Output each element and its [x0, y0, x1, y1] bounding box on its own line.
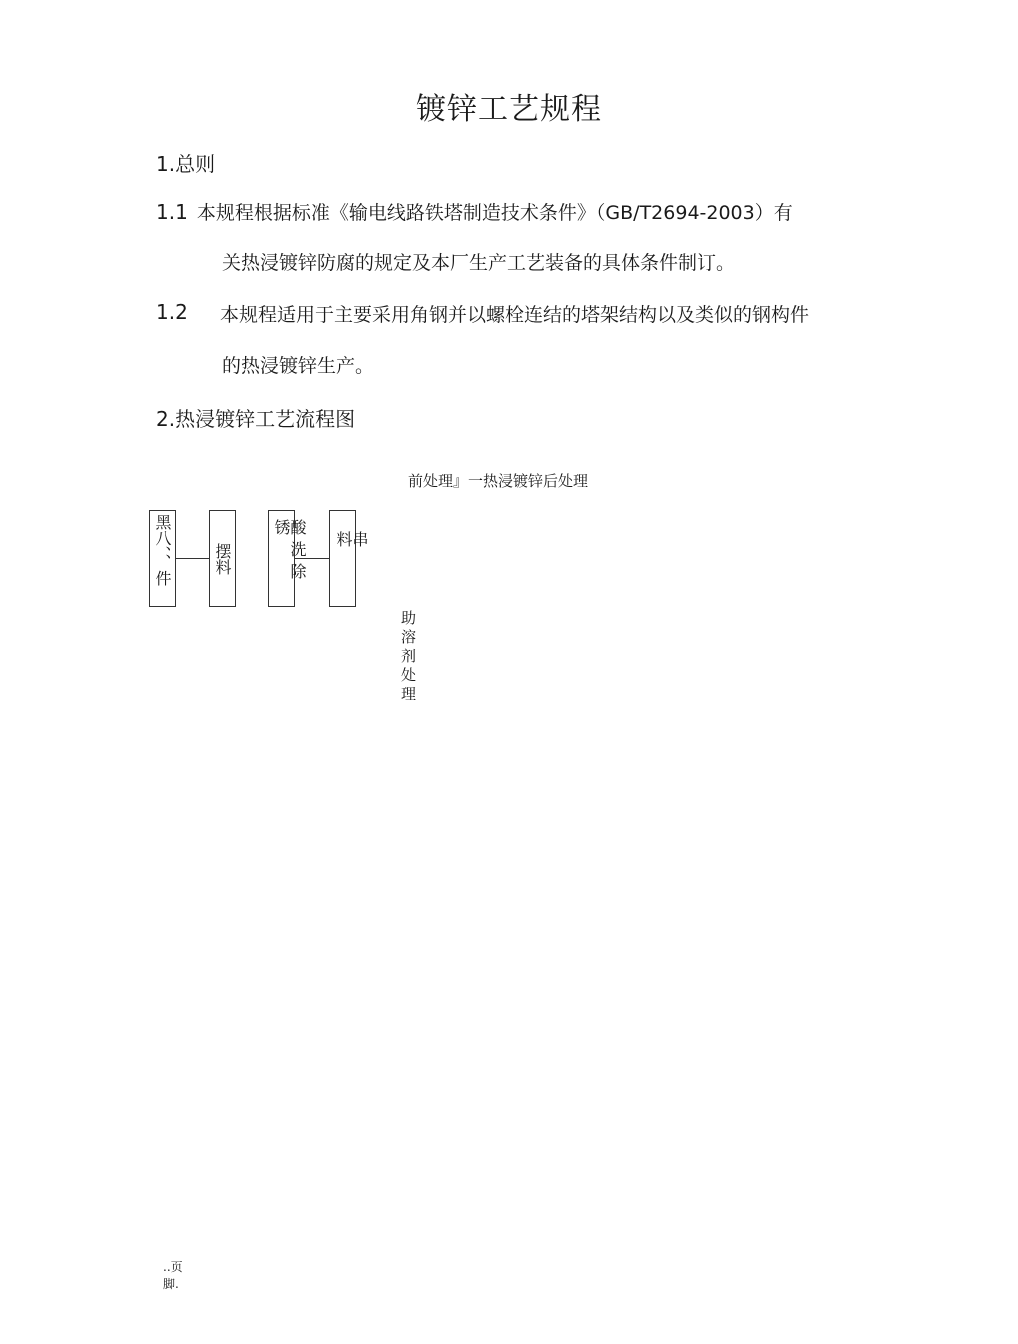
clause-text-line1: 本规程根据标准《输电线路铁塔制造技术条件》（GB/T2694-2003）有	[196, 202, 793, 224]
flux-treatment-label: 助溶剂处理	[399, 610, 417, 705]
flow-box-label: 串料	[334, 531, 369, 573]
clause-number: 1.1	[156, 200, 188, 224]
flow-box-black-parts	[149, 510, 176, 607]
flow-box-pickling	[268, 510, 307, 607]
page-footer	[163, 1259, 183, 1293]
footer-line2: 脚.	[163, 1276, 179, 1291]
section-heading-flowchart: 2.热浸镀锌工艺流程图	[156, 407, 356, 431]
clause-1-1	[156, 198, 793, 225]
flow-box-label: 摆料	[213, 543, 232, 575]
clause-1-2-line2: 的热浸镀锌生产。	[222, 355, 375, 377]
flow-connector	[176, 558, 209, 559]
clause-1-1-line2: 关热浸镀锌防腐的规定及本厂生产工艺装备的具体条件制订。	[222, 252, 736, 274]
flow-connector	[295, 558, 329, 559]
footer-line1: ..页	[163, 1260, 183, 1274]
flow-box-string	[329, 510, 369, 607]
flowchart-caption: 前处理』一热浸镀锌后处理	[408, 472, 589, 490]
clause-1-2-number: 1.2	[156, 300, 188, 324]
section-heading-general: 1.总则	[156, 152, 216, 176]
flow-box-arrange	[209, 510, 236, 607]
document-title: 镀锌工艺规程	[416, 92, 602, 127]
clause-1-2-line1: 本规程适用于主要采用角钢并以螺栓连结的塔架结构以及类似的钢构件	[220, 304, 810, 326]
flow-box-label: 酸洗除锈	[272, 519, 307, 585]
flow-box-label: 黑八、、件	[153, 514, 172, 586]
